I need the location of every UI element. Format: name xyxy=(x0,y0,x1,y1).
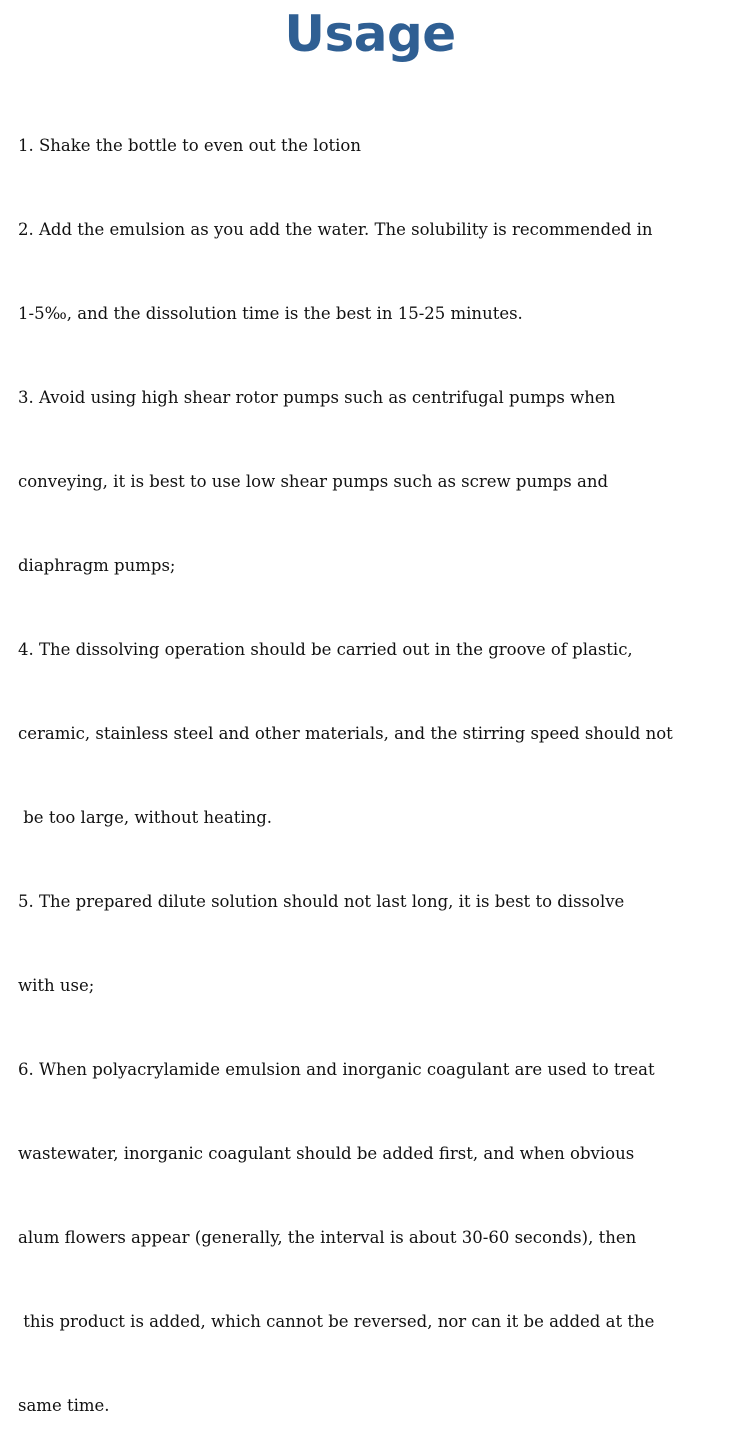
usage-instructions xyxy=(18,76,738,1448)
text-line: wastewater, inorganic coagulant should be added first, and when obvious xyxy=(18,1144,635,1163)
page-title: Usage xyxy=(284,5,456,63)
text-line: be too large, without heating. xyxy=(18,808,273,827)
text-line: 3. Avoid using high shear rotor pumps such as centrifugal pumps when xyxy=(18,388,616,407)
text-line: 1-5‰, and the dissolution time is the best in 15-25 minutes. xyxy=(18,304,523,323)
text-line: ceramic, stainless steel and other materials, and the stirring speed should not xyxy=(18,724,673,743)
text-line: this product is added, which cannot be reversed, nor can it be added at the xyxy=(18,1312,655,1331)
text-line: diaphragm pumps; xyxy=(18,556,176,575)
text-line: 6. When polyacrylamide emulsion and inorganic coagulant are used to treat xyxy=(18,1060,655,1079)
text-line: same time. xyxy=(18,1396,110,1415)
text-line: alum flowers appear (generally, the interval is about 30-60 seconds), then xyxy=(18,1228,637,1247)
text-line: 4. The dissolving operation should be carried out in the groove of plastic, xyxy=(18,640,633,659)
text-line: 5. The prepared dilute solution should not last long, it is best to dissolve xyxy=(18,892,625,911)
text-line: conveying, it is best to use low shear pumps such as screw pumps and xyxy=(18,472,609,491)
text-line: with use; xyxy=(18,976,95,995)
text-line: 2. Add the emulsion as you add the water. The solubility is recommended in xyxy=(18,220,653,239)
text-line: 1. Shake the bottle to even out the lotion xyxy=(18,136,361,155)
